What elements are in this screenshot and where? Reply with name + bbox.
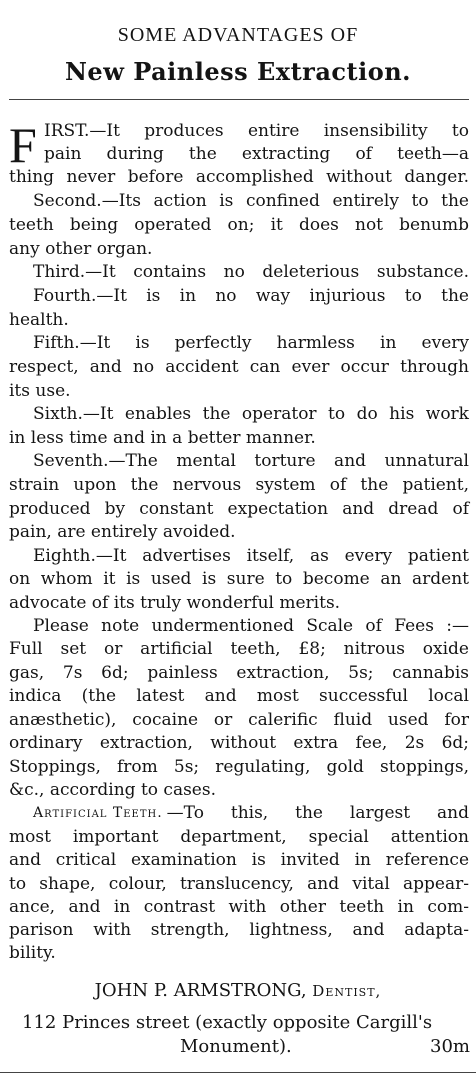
text-line: health. (9, 310, 69, 330)
drop-cap: F (9, 117, 37, 173)
text-line: Please note undermentioned Scale of Fees :— (33, 616, 469, 636)
text-line: teeth being operated on; it does not benumb (9, 215, 469, 235)
divider-top (9, 99, 469, 100)
text-line: anæsthetic), cocaine or calerific fluid used for (9, 710, 469, 730)
section-caption: Artificial Teeth. (33, 805, 163, 821)
text-line: and critical examination is invited in reference (9, 850, 469, 870)
text-line: Third.—It contains no deleterious substance. (33, 262, 469, 282)
text-line: bility. (9, 943, 56, 963)
dentist-title: Dentist, (312, 982, 382, 1000)
text-line: gas, 7s 6d; painless extraction, 5s; cannabis (9, 663, 469, 683)
text-line: produced by constant expectation and dread of (9, 499, 469, 519)
text-line: pain, are entirely avoided. (9, 522, 236, 542)
text-line: strain upon the nervous system of the patient, (9, 475, 469, 495)
text-line: ance, and in contrast with other teeth in com- (9, 897, 469, 917)
text-line: advocate of its truly wonderful merits. (9, 593, 341, 613)
text-line: Full set or artificial teeth, £8; nitrous oxide (9, 639, 469, 659)
ad-code: 30m (430, 1036, 470, 1057)
text-line: parison with strength, lightness, and adapta- (9, 920, 469, 940)
text-line: Second.—Its action is confined entirely to the (33, 191, 469, 211)
text-line: Fourth.—It is in no way injurious to the (33, 286, 469, 306)
text-line: on whom it is used is sure to become an ardent (9, 569, 469, 589)
text-line: indica (the latest and most successful local (9, 686, 469, 706)
text-line: Eighth.—It advertises itself, as every patient (33, 546, 469, 566)
address-line-2: Monument). (180, 1036, 292, 1057)
text-line: Seventh.—The mental torture and unnatural (33, 451, 469, 471)
text-line: most important department, special attention (9, 827, 469, 847)
signature (0, 980, 476, 1001)
text-line: its use. (9, 381, 71, 401)
text-line: thing never before accomplished without danger. (9, 167, 469, 187)
address-line-1: 112 Princes street (exactly opposite Cargill's (22, 1012, 433, 1033)
text-line: Sixth.—It enables the operator to do his work (33, 404, 469, 424)
text-line: in less time and in a better manner. (9, 428, 316, 448)
text-line: to shape, colour, translucency, and vital appear- (9, 874, 469, 894)
text-line: respect, and no accident can ever occur through (9, 357, 469, 377)
text-span: —To this, the largest and (166, 803, 469, 823)
text-line: pain during the extracting of teeth—a (44, 144, 469, 164)
text-line: IRST.—It produces entire insensibility to (44, 121, 469, 141)
text-line: &c., according to cases. (9, 780, 216, 800)
heading-line-1: SOME ADVANTAGES OF (117, 24, 359, 46)
text-line: Fifth.—It is perfectly harmless in every (33, 333, 469, 353)
text-line: any other organ. (9, 239, 153, 259)
text-line (33, 802, 469, 824)
divider-bottom (0, 1072, 476, 1073)
dentist-name: JOHN P. ARMSTRONG, (94, 980, 307, 1001)
text-line: Stoppings, from 5s; regulating, gold stoppings, (9, 757, 469, 777)
text-line: ordinary extraction, without extra fee, 2s 6d; (9, 733, 469, 753)
heading-title: New Painless Extraction. (64, 57, 412, 86)
